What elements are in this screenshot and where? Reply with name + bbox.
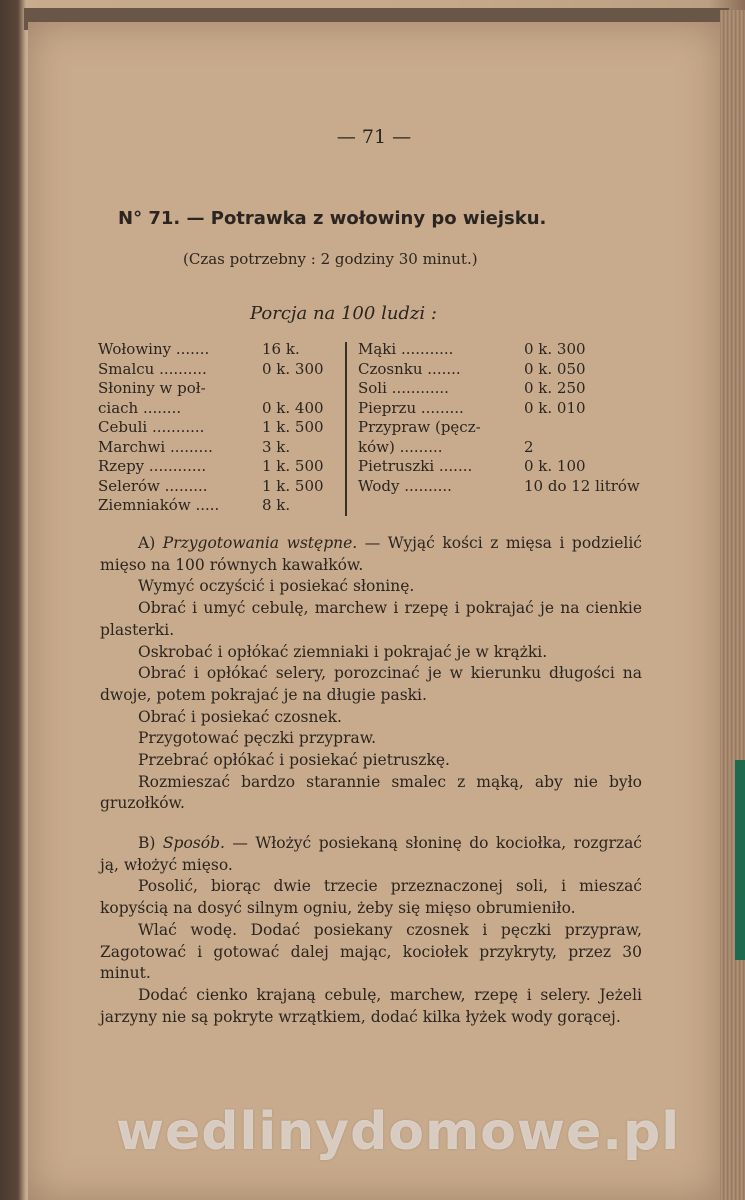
ingredient-row <box>98 418 343 438</box>
ingredient-name: Selerów ......... <box>98 476 208 495</box>
bookmark-ribbon <box>735 760 745 960</box>
ingredient-row <box>358 399 658 419</box>
ingredient-name: Wołowiny ....... <box>98 340 210 358</box>
recipe-time: (Czas potrzebny : 2 godziny 30 minut.) <box>183 250 478 268</box>
ingredient-row <box>98 477 343 497</box>
paragraph <box>100 642 642 664</box>
section-label: B) <box>138 834 163 852</box>
ingredient-quantity: 1 k. 500 <box>262 457 324 475</box>
ingredients-right-column <box>358 340 658 496</box>
paragraph-text: Wymyć oczyścić i posiekać słoninę. <box>138 577 415 596</box>
ingredient-quantity: 0 k. 300 <box>524 340 586 358</box>
ingredient-name: Ziemniaków ..... <box>98 496 220 514</box>
ingredient-quantity: 10 do 12 litrów <box>524 476 640 495</box>
ingredient-name: Cebuli ........... <box>98 418 205 436</box>
ingredients-table <box>98 340 658 518</box>
ingredient-name: ciach ........ <box>98 398 182 417</box>
section-label: A) <box>138 534 163 552</box>
section-a <box>100 533 642 815</box>
section-b <box>100 833 642 1028</box>
paragraph-text: Obrać i posiekać czosnek. <box>138 707 342 726</box>
column-divider <box>345 342 347 516</box>
ingredient-name: Pieprzu ......... <box>358 398 464 417</box>
paragraph-text: Dodać cienko krajaną cebulę, marchew, rzepę i selery. Jeżeli jarzyny nie są pokryte wrzątkiem, dodać kilka łyżek wody gorącej. <box>100 985 642 1026</box>
recipe-title: N° 71. — Potrawka z wołowiny po wiejsku. <box>118 208 547 229</box>
paragraph <box>100 663 642 706</box>
ingredient-quantity: 8 k. <box>262 496 291 514</box>
page-number: — 71 — <box>336 126 412 148</box>
paragraph <box>100 707 642 729</box>
ingredient-row <box>358 340 658 360</box>
ingredient-quantity: 0 k. 100 <box>524 457 586 475</box>
ingredient-quantity: 0 k. 400 <box>262 398 324 417</box>
ingredient-row <box>98 438 343 458</box>
paragraph <box>100 772 642 815</box>
paragraph <box>100 598 642 641</box>
ingredient-quantity: 16 k. <box>262 340 300 358</box>
book-page <box>28 22 720 1200</box>
ingredient-name: Pietruszki ....... <box>358 457 473 475</box>
ingredient-name: Mąki ........... <box>358 340 454 358</box>
paragraph-text: Rozmieszać bardzo starannie smalec z mąką, aby nie było gruzołków. <box>100 772 642 813</box>
ingredient-quantity: 1 k. 500 <box>262 418 324 436</box>
portion-heading: Porcja na 100 ludzi : <box>250 303 437 324</box>
ingredient-name: Słoniny w poł- <box>98 379 206 397</box>
paragraph-text: — Wyjąć kości z mięsa i podzielić mięso na 100 równych kawałków. <box>100 534 642 574</box>
ingredient-name: Czosnku ....... <box>358 359 461 378</box>
ingredient-row <box>358 418 658 438</box>
paragraph-text: Przygotować pęczki przypraw. <box>138 729 377 748</box>
ingredient-name: Wody .......... <box>358 476 452 495</box>
ingredient-row <box>98 379 343 399</box>
ingredient-quantity: 1 k. 500 <box>262 476 324 495</box>
ingredient-quantity: 0 k. 300 <box>262 359 324 378</box>
ingredient-row <box>358 477 658 497</box>
ingredient-quantity: 0 k. 250 <box>524 379 586 397</box>
paragraph <box>100 833 642 876</box>
ingredient-name: Rzepy ............ <box>98 457 207 475</box>
paragraph-text: Przebrać opłókać i posiekać pietruszkę. <box>138 751 450 770</box>
ingredient-row <box>98 399 343 419</box>
paragraph <box>100 576 642 598</box>
ingredient-name: Smalcu .......... <box>98 359 207 378</box>
paragraph-text: Obrać i opłókać selery, porozcinać je w kierunku długości na dwoje, potem pokrajać je na długie paski. <box>100 664 642 704</box>
paragraph <box>100 533 642 576</box>
ingredient-row <box>358 379 658 399</box>
ingredients-left-column <box>98 340 343 516</box>
paragraph-text: Oskrobać i opłókać ziemniaki i pokrajać je w krążki. <box>138 642 548 661</box>
paragraph <box>100 876 642 919</box>
ingredient-row <box>98 340 343 360</box>
paragraph <box>100 728 642 750</box>
paragraph-text: — Włożyć posiekaną słoninę do kociołka, rozgrzać ją, włożyć mięso. <box>100 834 642 874</box>
ingredient-row <box>358 438 658 458</box>
ingredient-quantity: 3 k. <box>262 437 291 456</box>
ingredient-quantity: 2 <box>524 437 534 456</box>
watermark: wedlinydomowe.pl <box>115 1102 681 1162</box>
ingredient-name: Soli ............ <box>358 379 449 397</box>
paragraph <box>100 985 642 1028</box>
ingredient-row <box>98 457 343 477</box>
ingredient-name: Przypraw (pęcz- <box>358 418 481 436</box>
paragraph-text: Obrać i umyć cebulę, marchew i rzepę i pokrajać je na cienkie plasterki. <box>100 599 642 639</box>
ingredient-row <box>358 360 658 380</box>
paragraph-text: Wlać wodę. Dodać posiekany czosnek i pęczki przypraw, Zagotować i gotować dalej mając, kociołek przykryty, przez 30 minut. <box>100 920 642 983</box>
section-heading: Sposób. <box>162 834 225 852</box>
ingredient-row <box>358 457 658 477</box>
paragraph <box>100 920 642 985</box>
page-stack-edge <box>720 10 745 1200</box>
ingredient-row <box>98 360 343 380</box>
paragraph-text: Posolić, biorąc dwie trzecie przeznaczonej soli, i mieszać kopyścią na dosyć silnym ogniu, żeby się mięso obrumieniło. <box>100 877 642 918</box>
ingredient-quantity: 0 k. 010 <box>524 398 586 417</box>
ingredient-quantity: 0 k. 050 <box>524 359 586 378</box>
ingredient-row <box>98 496 343 516</box>
section-heading: Przygotowania wstępne. <box>162 534 358 552</box>
ingredient-name: Marchwi ......... <box>98 437 213 456</box>
paragraph <box>100 750 642 772</box>
ingredient-name: ków) ......... <box>358 437 443 456</box>
